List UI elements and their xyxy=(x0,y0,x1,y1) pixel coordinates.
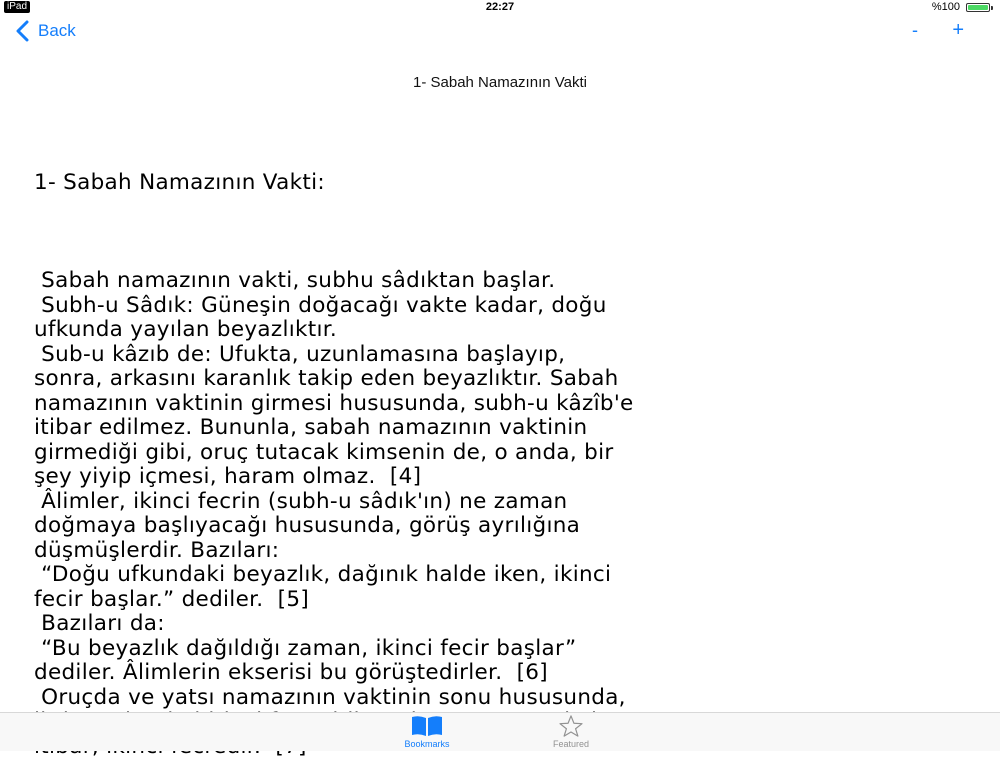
article-line: fecir başlar.” dediler. [5] xyxy=(34,586,310,612)
zoom-in-button[interactable]: + xyxy=(952,19,964,41)
chevron-left-icon xyxy=(14,20,32,42)
article-line: Oruçda ve yatsı namazının vaktinin sonu hususunda, xyxy=(34,684,626,710)
article-line: dediler. Âlimlerin ekserisi bu görüştedirler. [6] xyxy=(34,660,548,685)
article-line: doğmaya başlıyacağı hususunda, görüş ayrılığına xyxy=(34,513,581,538)
article-line: Subh-u Sâdık: Güneşin doğacağı vakte kadar, doğu xyxy=(34,292,607,318)
page-title: 1- Sabah Namazının Vakti xyxy=(413,74,587,91)
article-body xyxy=(34,269,974,759)
battery-icon xyxy=(966,3,990,12)
article-line: Sabah namazının vakti, subhu sâdıktan başlar. xyxy=(34,268,556,293)
article-line: itibar edilmez. Bununla, sabah namazının vaktinin xyxy=(34,415,588,440)
tab-bar xyxy=(0,712,1000,751)
device-label: iPad xyxy=(4,1,30,13)
battery-percent: %100 xyxy=(931,1,960,13)
star-icon xyxy=(558,715,584,737)
article-line: Sub-u kâzıb de: Ufukta, uzunlamasına başlayıp, xyxy=(34,341,566,367)
article-line: sonra, arkasını karanlık takip eden beyazlıktır. Sabah xyxy=(34,366,619,391)
back-label: Back xyxy=(38,21,76,40)
article-line: namazının vaktinin girmesi hususunda, subh-u kâzîb'e xyxy=(34,390,634,416)
article-line: girmediği gibi, oruç tutacak kimsenin de, o anda, bir xyxy=(34,439,614,465)
zoom-out-button[interactable]: - xyxy=(912,20,918,40)
article-line: düşmüşlerdir. Bazıları: xyxy=(34,537,280,563)
tab-bookmarks[interactable] xyxy=(382,715,472,749)
article-line: “Bu beyazlık dağıldığı zaman, ikinci fecir başlar” xyxy=(34,635,577,661)
back-button[interactable] xyxy=(14,20,76,42)
tab-label: Bookmarks xyxy=(404,739,450,749)
article-line: Âlimler, ikinci fecrin (subh-u sâdık'ın) ne zaman xyxy=(34,488,568,514)
tab-featured[interactable] xyxy=(526,715,616,749)
article-line: Bazıları da: xyxy=(34,611,165,636)
status-time: 22:27 xyxy=(485,1,515,13)
article-line: şey yiyip içmesi, haram olmaz. [4] xyxy=(34,464,422,489)
navigation-bar xyxy=(0,16,1000,46)
book-icon xyxy=(409,715,445,737)
status-bar xyxy=(0,0,1000,16)
article-content xyxy=(34,122,974,784)
tab-label: Featured xyxy=(552,739,590,749)
article-line: ufkunda yayılan beyazlıktır. xyxy=(34,317,338,342)
article-heading: 1- Sabah Namazının Vakti: xyxy=(34,170,325,195)
article-line: “Doğu ufkundaki beyazlık, dağınık halde iken, ikinci xyxy=(34,562,612,587)
